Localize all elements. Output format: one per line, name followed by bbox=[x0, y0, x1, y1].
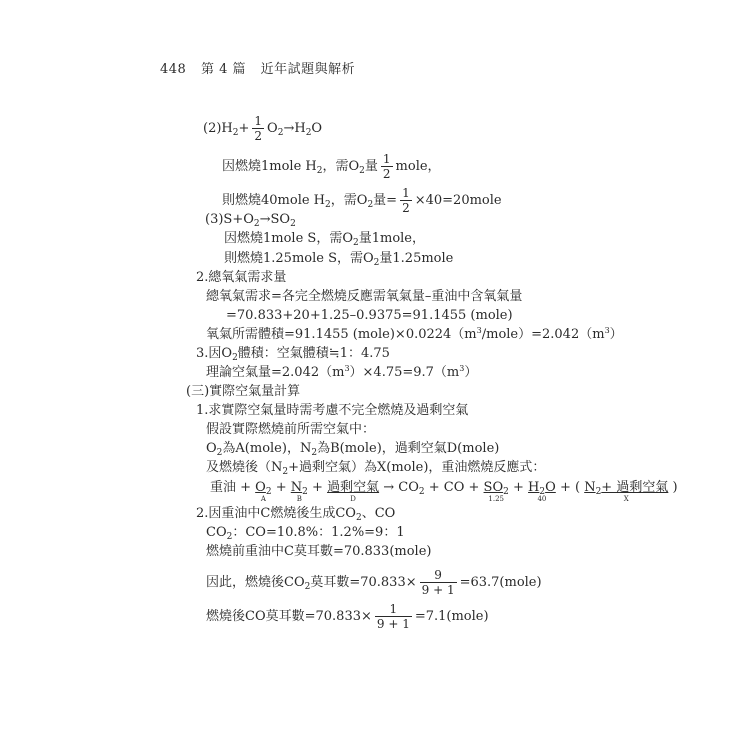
fraction: $\frac{1}{2}$ bbox=[254, 114, 263, 143]
text-line: =70.833+20+1.25–0.9375=91.1455 (mole) bbox=[226, 308, 513, 323]
text-line: 因燃燒1mole S，需$O_2$量1mole， bbox=[224, 231, 425, 248]
text-line: 燃燒前重油中C莫耳數=70.833(mole) bbox=[206, 544, 432, 559]
page-header bbox=[160, 58, 365, 77]
fraction: $\frac{1}{9 + 1}$ bbox=[376, 602, 410, 631]
text-line: $O_2$為A(mole)，$N_2$為B(mole)，過剩空氣D(mole) bbox=[206, 441, 500, 458]
reaction-h2: $(2)H_2+$ $\frac{1}{2}$ $O_2\to H_2O$ bbox=[203, 114, 323, 143]
section-heading: 1.求實際空氣量時需考慮不完全燃燒及過剩空氣 bbox=[196, 403, 469, 418]
chapter-title: 近年試題與解析 bbox=[260, 62, 356, 77]
section-heading: (三)實際空氣量計算 bbox=[186, 384, 301, 399]
text-line: 燃燒後CO莫耳數=70.833× $\frac{1}{9 + 1}$ =7.1(mole) bbox=[206, 602, 489, 631]
combustion-equation: 重油 + $O_2$ A + $N_2$ B + 過剩空氣 D → $CO_2$ + CO + $SO_2$ 1.25 + $H_2O$ 40 + ( $N_2+$ 過剩空氣 X ) bbox=[210, 480, 678, 503]
text-line: 假設實際燃燒前所需空氣中： bbox=[206, 422, 376, 437]
section-heading: 3.因$O_2$體積：空氣體積≒1：4.75 bbox=[196, 346, 390, 363]
page-number: 448 bbox=[160, 62, 187, 77]
fraction: $\frac{1}{2}$ bbox=[402, 186, 410, 215]
text-line: 氧氣所需體積=91.1455 $(mole)\times 0.0224(m^3/mole)=2.042(m^3)$ bbox=[206, 326, 623, 342]
reaction-s: $(3)S+O_2\to SO_2$ bbox=[205, 212, 296, 229]
text-line: 總氧氣需求=各完全燃燒反應需氧氣量–重油中含氧氣量 bbox=[206, 289, 523, 304]
section-heading: 2.因重油中C燃燒後生成$CO_2$、CO bbox=[196, 506, 396, 523]
text-line: $CO_2$：CO=10.8%：1.2%=9：1 bbox=[206, 525, 405, 542]
text-line: 因此，燃燒後$CO_2$莫耳數=70.833× $\frac{9}{9 + 1}$ =63.7(mole) bbox=[206, 568, 542, 597]
text-line: 理論空氣量$=2.042(m^3)\times 4.75=9.7(m^3)$ bbox=[206, 364, 478, 380]
text-line: 則燃燒1.25mole S，需$O_2$量1.25mole bbox=[224, 251, 454, 268]
text-line: 則燃燒40mole $H_2$，需$O_2$量= $\frac{1}{2}$ ×40=20mole bbox=[222, 186, 502, 215]
part-label: 第 4 篇 bbox=[200, 62, 247, 77]
text-line: 因燃燒1mole $H_2$，需$O_2$量 $\frac{1}{2}$ mole， bbox=[222, 152, 441, 181]
fraction: $\frac{1}{2}$ bbox=[382, 152, 391, 181]
fraction: $\frac{9}{9 + 1}$ bbox=[421, 568, 455, 597]
text-line: 及燃燒後（$N_2+$過剩空氣）為X(mole)，重油燃燒反應式： bbox=[206, 460, 546, 477]
section-heading: 2.總氧氣需求量 bbox=[196, 270, 287, 285]
